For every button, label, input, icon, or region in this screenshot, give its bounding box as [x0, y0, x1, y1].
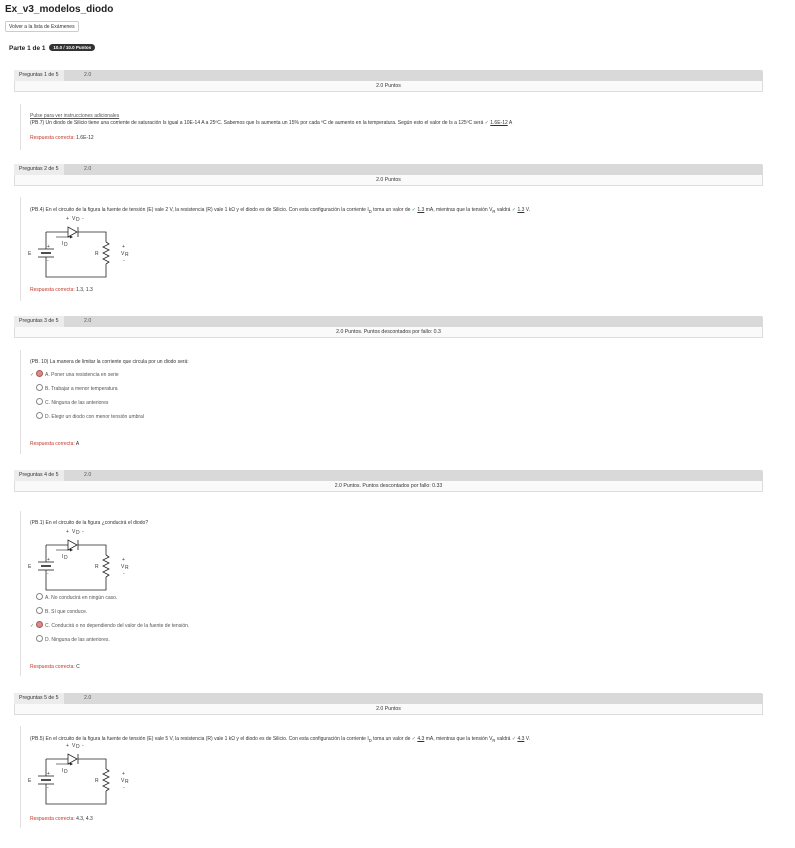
circuit-diagram: [26, 212, 136, 282]
question-score: 2.0: [84, 472, 92, 478]
correct-answer: Respuesta correcta: A: [30, 441, 80, 447]
r-label: R: [95, 251, 99, 257]
id-label: I: [62, 768, 64, 774]
check-icon: ✓: [30, 623, 35, 629]
question-3-body: [20, 350, 763, 454]
circuit-diagram: [26, 739, 136, 809]
correct-answer: Respuesta correcta: 4.3, 4.3: [30, 816, 93, 822]
wire: [46, 784, 106, 804]
vr-sub: R: [125, 252, 129, 258]
radio-icon[interactable]: [36, 398, 43, 405]
question-1-points: 2.0 Puntos: [14, 81, 763, 92]
resistor-icon: [103, 242, 109, 264]
option-b[interactable]: B. Sí que conduce.: [30, 607, 87, 614]
question-1-body: [20, 104, 763, 150]
radio-icon[interactable]: [36, 412, 43, 419]
radio-icon[interactable]: [36, 607, 43, 614]
back-to-exams-button[interactable]: Volver a la lista de Exámenes: [5, 21, 79, 32]
vr-plus: +: [122, 244, 125, 250]
battery-minus: -: [47, 258, 49, 264]
e-label: E: [28, 778, 32, 784]
correct-answer: Respuesta correcta: 1.6E-12: [30, 135, 94, 141]
resistor-icon: [103, 555, 109, 577]
question-3-points: 2.0 Puntos. Puntos descontados por fallo: 0.3: [14, 327, 763, 338]
vr-sub: R: [125, 565, 129, 571]
wire: [78, 759, 106, 769]
correct-answer: Respuesta correcta: C: [30, 664, 80, 670]
option-a[interactable]: A. No conducirá en ningún caso.: [30, 593, 117, 600]
vr-plus: +: [122, 557, 125, 563]
question-counter: Preguntas 1 de 5: [14, 70, 64, 81]
vd-label: V: [72, 216, 76, 222]
resistor-icon: [103, 769, 109, 791]
question-1-header: [14, 70, 763, 81]
answer-value: 1.3: [517, 207, 525, 213]
battery-plus: +: [47, 557, 50, 563]
diode-icon: [68, 754, 77, 764]
question-3-header: [14, 316, 763, 327]
radio-icon[interactable]: [36, 621, 43, 628]
circuit-diagram: [26, 525, 136, 595]
check-icon: ✓: [30, 372, 35, 378]
question-2-points: 2.0 Puntos: [14, 175, 763, 186]
vr-sub: R: [125, 779, 129, 785]
radio-icon[interactable]: [36, 370, 43, 377]
minus-label: -: [82, 216, 84, 222]
vr-label: V: [121, 778, 125, 784]
question-5-points: 2.0 Puntos: [14, 704, 763, 715]
question-counter: Preguntas 4 de 5: [14, 470, 64, 481]
vr-plus: +: [122, 771, 125, 777]
id-sub: D: [64, 555, 68, 561]
arrow-head: [70, 549, 73, 552]
check-icon: ✓: [511, 207, 517, 213]
vr-minus: -: [123, 258, 125, 264]
wire: [46, 257, 106, 277]
question-text: (PB.1) En el circuito de la figura ¿conducirá el diodo?: [30, 520, 149, 526]
battery-minus: -: [47, 785, 49, 791]
question-text: (PB.7) Un diodo de Silicio tiene una corriente de saturación Is igual a 10E-14 A a 25ºC. Sabemos que Is aumenta un 15% por cada ºC de aumento en la temperatura. Según esto el valor de Is a 125ºC será ✓ 1.6E-12 A: [30, 120, 513, 126]
question-score: 2.0: [84, 72, 92, 78]
diode-icon: [68, 540, 77, 550]
part-score-badge: 10.0 / 10.0 Puntos: [49, 44, 95, 51]
radio-icon[interactable]: [36, 384, 43, 391]
question-counter: Preguntas 2 de 5: [14, 164, 64, 175]
answer-value: 4.3: [517, 736, 525, 742]
question-5-header: [14, 693, 763, 704]
id-label: I: [62, 241, 64, 247]
option-a[interactable]: ✓ A. Poner una resistencia en serie: [30, 372, 119, 378]
e-label: E: [28, 251, 32, 257]
answer-value: 1.6E-12: [490, 120, 508, 126]
plus-label: +: [66, 743, 69, 749]
correct-answer: Respuesta correcta: 1.3, 1.3: [30, 287, 93, 293]
arrow-head: [70, 763, 73, 766]
radio-icon[interactable]: [36, 635, 43, 642]
answer-value: 4.3: [417, 736, 425, 742]
question-score: 2.0: [84, 695, 92, 701]
question-4-points: 2.0 Puntos. Puntos descontados por fallo: 0.33: [14, 481, 763, 492]
check-icon: ✓: [511, 736, 517, 742]
question-counter: Preguntas 5 de 5: [14, 693, 64, 704]
vr-label: V: [121, 251, 125, 257]
check-icon: ✓: [411, 207, 416, 213]
vd-sub: D: [76, 530, 80, 536]
option-d[interactable]: D. Ninguna de las anteriores.: [30, 635, 110, 642]
plus-label: +: [66, 216, 69, 222]
minus-label: -: [82, 743, 84, 749]
vr-minus: -: [123, 785, 125, 791]
r-label: R: [95, 778, 99, 784]
option-c[interactable]: ✓ C. Conducirá o no dependiendo del valor de la fuente de tensión.: [30, 623, 190, 629]
vd-sub: D: [76, 744, 80, 750]
arrow-head: [70, 236, 73, 239]
question-2-header: [14, 164, 763, 175]
part-label: Parte 1 de 1: [9, 45, 46, 52]
plus-label: +: [66, 529, 69, 535]
vr-minus: -: [123, 571, 125, 577]
e-label: E: [28, 564, 32, 570]
vd-label: V: [72, 529, 76, 535]
minus-label: -: [82, 529, 84, 535]
wire: [46, 570, 106, 590]
question-score: 2.0: [84, 318, 92, 324]
check-icon: ✓: [411, 736, 416, 742]
id-sub: D: [64, 242, 68, 248]
answer-value: 1.3: [417, 207, 425, 213]
check-icon: ✓: [484, 120, 489, 126]
battery-plus: +: [47, 244, 50, 250]
question-text: (PB.4) En el circuito de la figura la fuente de tensión (E) vale 2 V, la resistencia (R) vale 1 kΩ y el diodo es de Silicio. Con esta configuración la corriente $I_D$ toma un valor de ✓ 1.3 mA, mientras que la tensión $V_R$ valdrá ✓ 1.3 V.: [30, 207, 531, 214]
diode-icon: [68, 227, 77, 237]
vd-sub: D: [76, 217, 80, 223]
instructions-link[interactable]: Pulse para ver instrucciones adicionales: [30, 113, 120, 119]
question-text: (PB. 10) La manera de limitar la corriente que circula por un diodo será:: [30, 359, 189, 365]
question-text: (PB.5) En el circuito de la figura la fuente de tensión (E) vale 5 V, la resistencia (R) vale 1 kΩ y el diodo es de Silicio. Con esta configuración la corriente $I_D$ toma un valor de ✓ 4.3 mA, mientras que la tensión $V_R$ valdrá ✓ 4.3 V.: [30, 736, 531, 743]
option-b[interactable]: B. Trabajar a menor temperatura: [30, 384, 118, 391]
question-counter: Preguntas 3 de 5: [14, 316, 64, 327]
wire: [78, 545, 106, 555]
battery-minus: -: [47, 571, 49, 577]
question-score: 2.0: [84, 166, 92, 172]
option-c[interactable]: C. Ninguna de las anteriores: [30, 398, 108, 405]
vd-label: V: [72, 743, 76, 749]
option-d[interactable]: D. Elegir un diodo con menor tensión umbral: [30, 412, 144, 419]
page-title: Ex_v3_modelos_diodo: [5, 4, 114, 15]
question-4-header: [14, 470, 763, 481]
vr-label: V: [121, 564, 125, 570]
part-header: [9, 44, 95, 52]
battery-plus: +: [47, 771, 50, 777]
id-label: I: [62, 554, 64, 560]
wire: [78, 232, 106, 242]
id-sub: D: [64, 769, 68, 775]
r-label: R: [95, 564, 99, 570]
